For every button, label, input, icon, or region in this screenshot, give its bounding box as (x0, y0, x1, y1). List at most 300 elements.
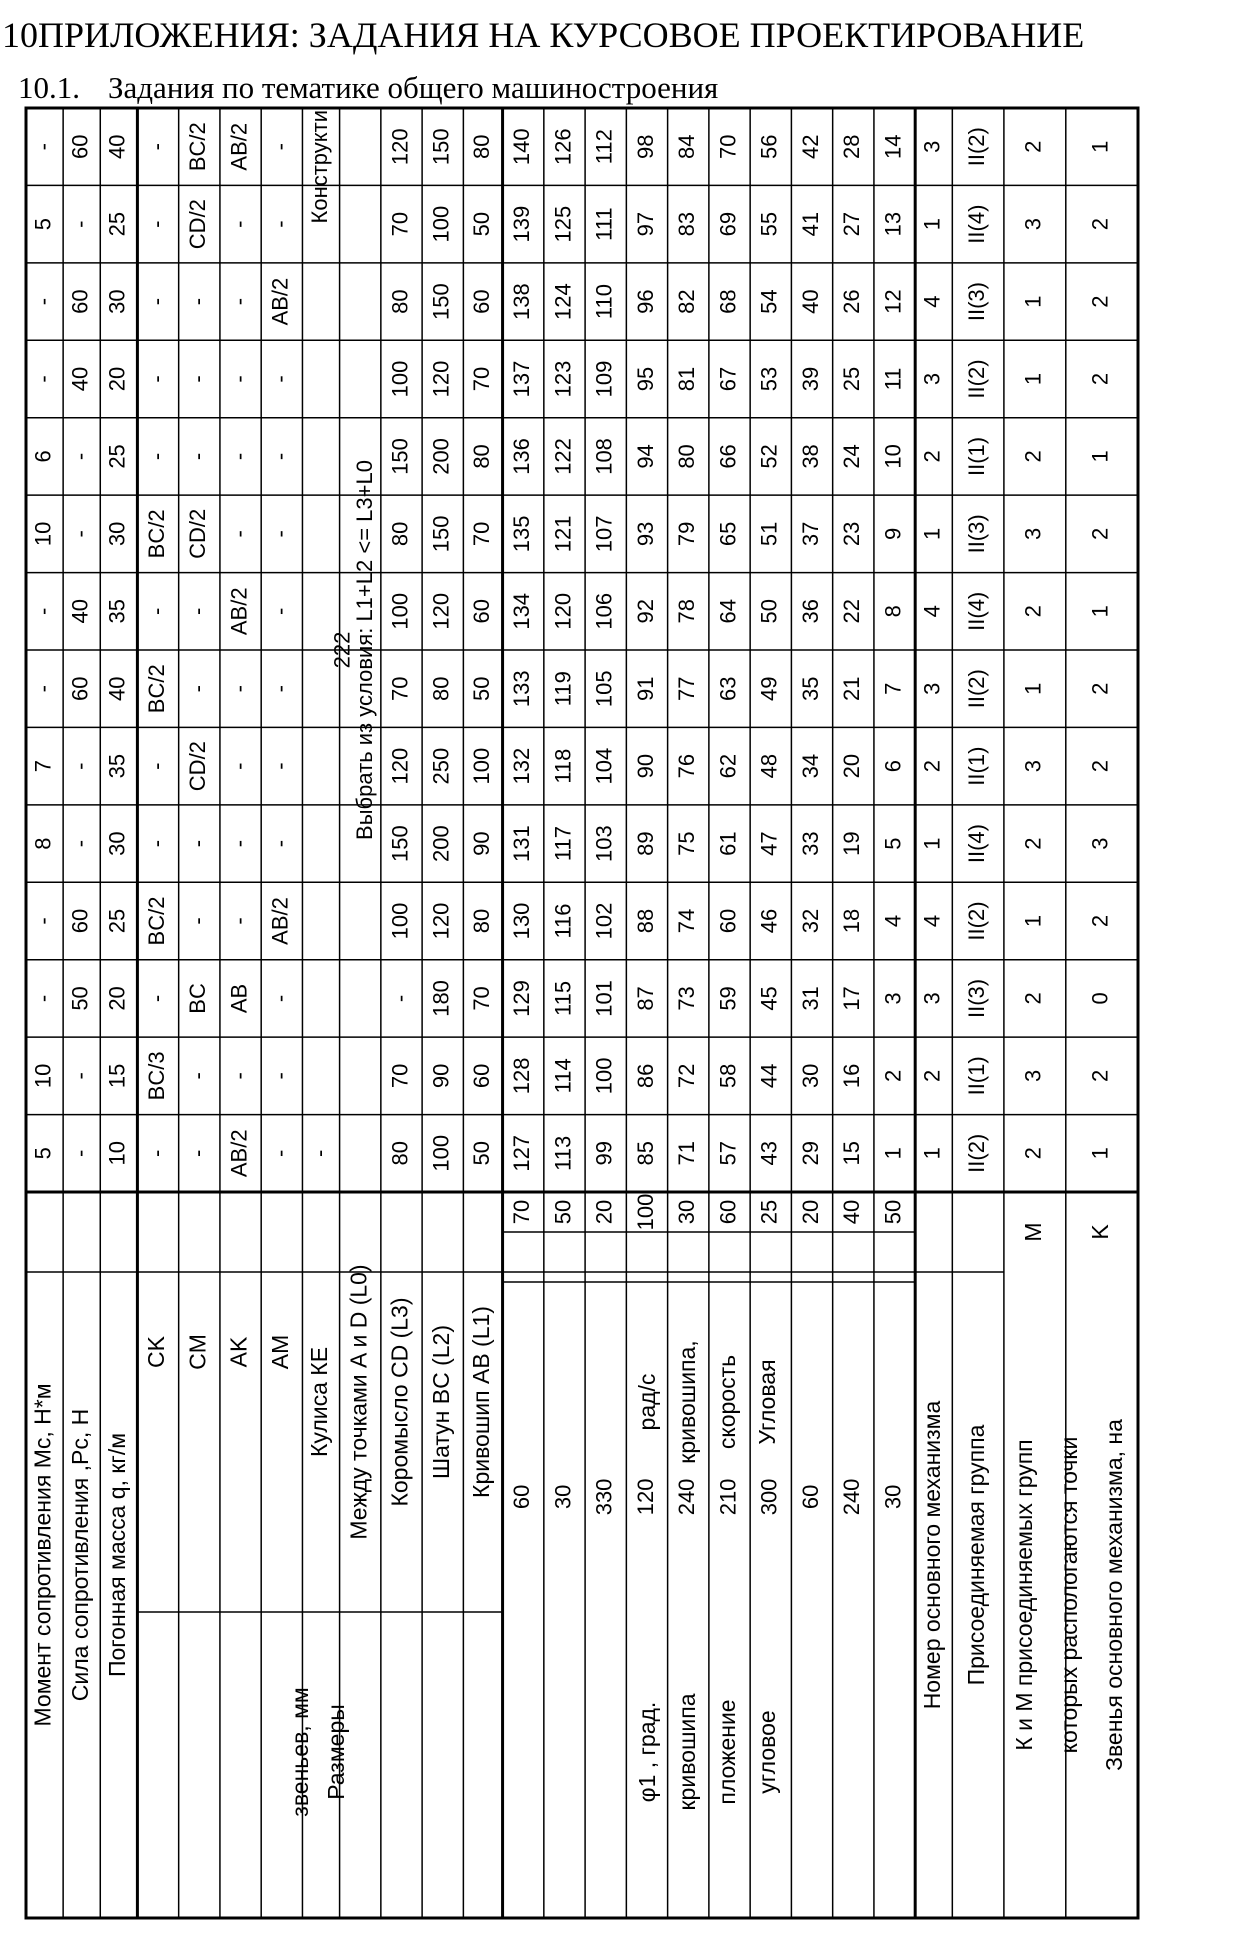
table-cell: 74 (674, 908, 700, 934)
table-cell: 5 (880, 837, 906, 850)
speed-value: 40 (839, 1199, 865, 1225)
table-cell: 49 (756, 676, 782, 701)
force-label: Сила сопротивления ,Pc, H (66, 1408, 93, 1702)
table-cell: 70 (468, 521, 494, 547)
table-cell: - (226, 917, 252, 925)
table-cell: 90 (632, 753, 658, 779)
table-cell: - (67, 1149, 93, 1157)
table-cell: 20 (839, 753, 865, 779)
table-cell: 121 (550, 515, 576, 553)
table-cell: 71 (674, 1141, 700, 1166)
table-cell: 100 (428, 1134, 454, 1172)
group-cell: II(2) (963, 1133, 989, 1173)
table-cell: 27 (839, 211, 865, 237)
table-cell: 80 (387, 521, 413, 547)
table-cell: 115 (550, 980, 576, 1016)
group-cell: II(1) (963, 746, 989, 786)
table-cell: 6 (880, 760, 906, 773)
table-cell: BC/2 (143, 896, 169, 946)
table-cell: 3 (1020, 527, 1046, 540)
table-cell: 107 (591, 515, 617, 553)
table-cell: 123 (550, 360, 576, 398)
table-cell: 13 (880, 211, 906, 237)
table-cell: 1 (1020, 914, 1046, 928)
table-cell: 1 (1087, 605, 1113, 618)
table-cell: 11 (880, 367, 906, 391)
table-cell: 139 (509, 205, 535, 243)
table-cell: 70 (387, 211, 413, 237)
table-cell: 200 (428, 438, 454, 475)
group-label: Присоединяемая группа (963, 1424, 990, 1686)
table-cell: AB/2 (226, 587, 252, 636)
table-cell: 95 (632, 366, 658, 392)
mass-label: Погонная масса q, кг/м (103, 1432, 130, 1678)
table-cell: - (143, 375, 169, 383)
table-cell: 40 (104, 134, 130, 159)
angle-value: 210 (715, 1478, 741, 1516)
group-cell: II(2) (963, 669, 989, 709)
angle-label-4: φ1 , град. (633, 1701, 660, 1803)
table-cell: 90 (428, 1063, 454, 1089)
table-cell: 250 (428, 747, 454, 785)
table-cell: 105 (591, 670, 617, 708)
table-cell: 94 (632, 444, 658, 469)
table-cell: 20 (104, 366, 130, 392)
table-cell: 2 (1020, 1147, 1046, 1160)
table-cell: - (30, 607, 56, 615)
table-cell: 60 (468, 1063, 494, 1089)
l0-condition-note: Выбрать из условия: L1+L2 <= L3+L0 (352, 460, 378, 840)
mechanism-number-cell: 3 (919, 372, 945, 386)
table-cell: 2 (1087, 527, 1113, 540)
table-cell: 150 (428, 283, 454, 320)
table-cell: 7 (880, 682, 906, 695)
table-cell: 1 (1020, 682, 1046, 695)
group-cell: II(4) (963, 204, 989, 244)
table-cell: 60 (468, 289, 494, 314)
table-cell: 10 (104, 1141, 130, 1166)
table-cell: - (67, 762, 93, 770)
table-cell: 31 (797, 986, 823, 1011)
table-cell: CD/2 (185, 741, 211, 792)
table-cell: 97 (632, 211, 658, 237)
table-cell: 106 (591, 592, 617, 630)
table-cell: 3 (1020, 760, 1046, 773)
links-label-3: К и М присоединяемых групп (1010, 1439, 1037, 1751)
table-cell: 132 (509, 747, 535, 785)
table-cell: - (143, 220, 169, 228)
table-cell: 70 (468, 986, 494, 1011)
table-cell: 2 (1087, 760, 1113, 773)
table-cell: 150 (387, 438, 413, 475)
table-cell: 53 (756, 366, 782, 392)
mechanism-number-cell: 1 (919, 837, 945, 850)
table-cell: 1 (880, 1147, 906, 1160)
table-cell: 2 (1087, 1069, 1113, 1082)
table-cell: 68 (715, 289, 741, 314)
table-cell: 33 (797, 831, 823, 856)
speed-value: 30 (674, 1199, 700, 1225)
table-cell: - (267, 143, 293, 151)
table-cell: 93 (632, 521, 658, 547)
mechanism-number-cell: 2 (919, 450, 945, 463)
angle-label-1: угловое (753, 1710, 780, 1794)
table-cell: - (267, 375, 293, 383)
table-cell: 60 (67, 134, 93, 159)
table-cell: 10 (30, 1063, 56, 1089)
table-cell: 66 (715, 444, 741, 469)
table-cell: 59 (715, 986, 741, 1011)
table-cell: - (226, 685, 252, 693)
table-cell: - (185, 452, 211, 461)
angle-value: 330 (591, 1478, 617, 1516)
table-cell: 34 (797, 753, 823, 779)
table-cell: 137 (509, 360, 535, 398)
section-text: Задания по тематике общего машиностроения (108, 70, 719, 105)
table-cell: 118 (550, 748, 576, 784)
table-cell: 1 (1087, 450, 1113, 463)
group-cell: II(3) (963, 514, 989, 554)
table-cell: 80 (387, 289, 413, 314)
table-cell: - (143, 297, 169, 306)
table-cell: - (306, 1149, 332, 1157)
speed-value: 25 (756, 1199, 782, 1225)
table-cell: - (267, 839, 293, 848)
table-cell: 109 (591, 360, 617, 398)
table-cell: - (30, 375, 56, 383)
table-cell: 104 (591, 747, 617, 785)
table-cell: 14 (880, 134, 906, 159)
table-cell: - (30, 297, 56, 306)
table-cell: - (30, 143, 56, 151)
table-cell: 1 (1020, 372, 1046, 386)
table-cell: - (30, 685, 56, 693)
group-cell: II(2) (963, 359, 989, 399)
table-cell: 54 (756, 289, 782, 314)
table-cell: 3 (1087, 837, 1113, 850)
table-cell: 91 (632, 676, 658, 701)
table-cell: 50 (468, 211, 494, 237)
table-cell: 136 (509, 438, 535, 475)
table-cell: 75 (674, 831, 700, 856)
table-cell: 17 (839, 986, 865, 1011)
table-cell: 80 (468, 908, 494, 934)
table-cell: 60 (67, 289, 93, 314)
table-cell: 8 (30, 837, 56, 850)
table-cell: 56 (756, 134, 782, 159)
mechanism-number-cell: 2 (919, 1069, 945, 1082)
table-cell: 102 (591, 902, 617, 940)
ke-label: Кулиса КЕ (306, 1346, 333, 1458)
table-cell: 96 (632, 289, 658, 314)
table-cell: AB/2 (267, 897, 293, 945)
table-cell: 83 (674, 211, 700, 237)
table-cell: 2 (1020, 605, 1046, 618)
table-cell: 46 (756, 908, 782, 934)
table-cell: 85 (632, 1141, 658, 1166)
table-cell: 120 (387, 747, 413, 785)
table-cell: BC (185, 983, 211, 1014)
table-cell: AB/2 (226, 1129, 252, 1178)
table-cell: - (143, 143, 169, 151)
table-cell: 79 (674, 521, 700, 547)
table-cell: 138 (509, 283, 535, 320)
table-cell: 52 (756, 444, 782, 469)
table-cell: 26 (839, 289, 865, 314)
table-cell: 19 (839, 831, 865, 856)
size-label-l3: Коромысло CD (L3) (386, 1297, 413, 1507)
table-cell: 18 (839, 908, 865, 934)
size-label-l0: Между точками A и D (L0) (345, 1264, 372, 1540)
k-label: K (1086, 1224, 1113, 1240)
table-cell: 98 (632, 134, 658, 159)
table-cell: 120 (387, 128, 413, 166)
table-cell: 7 (30, 760, 56, 773)
table-cell: 129 (509, 980, 535, 1017)
mechanism-number-cell: 4 (919, 605, 945, 618)
speed-value: 20 (797, 1199, 823, 1225)
point-label-cm: CM (184, 1334, 211, 1370)
angle-value: 300 (756, 1478, 782, 1516)
table-cell: 120 (428, 592, 454, 630)
table-cell: - (267, 994, 293, 1003)
table-cell: - (185, 917, 211, 925)
table-cell: 2 (1020, 450, 1046, 463)
table-cell: 150 (428, 515, 454, 553)
table-cell: 134 (509, 592, 535, 630)
table-cell: 62 (715, 753, 741, 779)
mechanism-number-cell: 3 (919, 140, 945, 153)
table-cell: 50 (468, 676, 494, 701)
table-cell: 116 (550, 903, 576, 939)
table-cell: 10 (30, 521, 56, 547)
table-cell: 67 (715, 366, 741, 392)
angle-value: 240 (839, 1478, 865, 1516)
table-cell: - (185, 607, 211, 615)
table-cell: 60 (468, 599, 494, 624)
table-cell: 44 (756, 1063, 782, 1089)
group-cell: II(1) (963, 436, 989, 476)
table-cell: 9 (880, 527, 906, 540)
table-cell: 60 (67, 908, 93, 934)
angle-value: 60 (797, 1484, 823, 1510)
table-cell: - (185, 1072, 211, 1080)
table-cell: 80 (468, 444, 494, 469)
table-cell: 32 (797, 908, 823, 934)
ke-design-note: Конструкти (306, 109, 332, 224)
table-cell: - (185, 685, 211, 693)
table-cell: 65 (715, 521, 741, 547)
table-cell: 90 (468, 831, 494, 856)
table-cell: 30 (104, 521, 130, 547)
table-cell: 111 (591, 207, 617, 241)
group-cell: II(4) (963, 824, 989, 864)
table-cell: 131 (509, 825, 535, 862)
table-cell: 30 (104, 831, 130, 856)
table-cell: 45 (756, 986, 782, 1011)
angle-value: 120 (632, 1478, 658, 1516)
table-cell: 36 (797, 599, 823, 624)
table-cell: - (67, 839, 93, 848)
table-cell: 82 (674, 289, 700, 314)
table-cell: 22 (839, 599, 865, 624)
table-cell: 2 (1020, 837, 1046, 850)
table-cell: 63 (715, 676, 741, 701)
table-cell: - (387, 994, 413, 1003)
l0-condition-note-2: 222 (329, 631, 355, 669)
table-cell: 25 (104, 211, 130, 237)
table-cell: 35 (104, 753, 130, 779)
table-cell: - (226, 762, 252, 770)
table-cell: 21 (839, 676, 865, 701)
links-label-1: Звенья основного механизма, на (1101, 1419, 1128, 1771)
table-cell: 57 (715, 1141, 741, 1166)
table-cell: - (267, 220, 293, 228)
speed-value: 20 (591, 1199, 617, 1225)
table-cell: 84 (674, 134, 700, 159)
table-cell: - (185, 297, 211, 306)
table-cell: 80 (468, 134, 494, 159)
table-cell: 40 (797, 289, 823, 314)
table-cell: 110 (591, 284, 617, 320)
table-cell: 16 (839, 1063, 865, 1089)
angle-label-2: пложение (713, 1699, 740, 1805)
table-cell: - (226, 530, 252, 538)
speed-value: 70 (509, 1199, 535, 1225)
speed-value: 50 (550, 1199, 576, 1225)
group-cell: II(4) (963, 591, 989, 631)
table-cell: 108 (591, 438, 617, 475)
table-cell: 81 (674, 366, 700, 392)
table-cell: - (226, 220, 252, 228)
speed-label-4: рад/с (633, 1373, 660, 1431)
table-cell: 133 (509, 670, 535, 708)
table-cell: 87 (632, 986, 658, 1011)
size-label-l2: Шатун BC (L2) (427, 1325, 454, 1479)
table-cell: 112 (591, 129, 617, 165)
mechanism-number-cell: 1 (919, 218, 945, 231)
table-cell: 41 (797, 211, 823, 237)
table-cell: 51 (756, 521, 782, 547)
table-cell: 35 (104, 599, 130, 624)
table-cell: 42 (797, 134, 823, 159)
table-cell: 3 (880, 992, 906, 1005)
table-cell: 117 (550, 826, 576, 862)
table-cell: - (267, 530, 293, 538)
point-label-am: AM (266, 1334, 293, 1370)
table-cell: - (67, 530, 93, 538)
table-cell: 1 (1087, 1147, 1113, 1160)
mechanism-number-cell: 1 (919, 1147, 945, 1160)
table-cell: 100 (428, 205, 454, 243)
table-cell: 114 (550, 1058, 576, 1094)
table-cell: 92 (632, 599, 658, 624)
table-cell: BC/2 (143, 509, 169, 559)
table-cell: 37 (797, 521, 823, 547)
table-cell: 23 (839, 521, 865, 547)
table-cell: 38 (797, 444, 823, 469)
table-cell: 101 (591, 980, 617, 1017)
table-cell: - (143, 452, 169, 461)
speed-label-1: Угловая (753, 1359, 780, 1445)
table-cell: 43 (756, 1141, 782, 1166)
table-cell: 99 (591, 1141, 617, 1166)
table-cell: - (267, 685, 293, 693)
table-cell: 2 (1087, 682, 1113, 695)
table-cell: BC/2 (143, 664, 169, 714)
size-label-l1: Кривошип AB (L1) (468, 1306, 495, 1498)
table-cell: 150 (387, 825, 413, 862)
table-cell: 29 (797, 1141, 823, 1166)
table-cell: 76 (674, 753, 700, 779)
mechanism-number-cell: 3 (919, 682, 945, 695)
table-cell: - (143, 839, 169, 848)
table-cell: 25 (104, 908, 130, 934)
m-label: M (1019, 1222, 1046, 1242)
table-cell: - (267, 1072, 293, 1080)
table-cell: - (143, 607, 169, 615)
table-cell: 72 (674, 1063, 700, 1089)
table-cell: 15 (839, 1141, 865, 1166)
table-cell: 86 (632, 1063, 658, 1089)
table-cell: - (67, 452, 93, 461)
speed-value: 50 (880, 1199, 906, 1225)
table-cell: - (185, 839, 211, 848)
mechanism-number-cell: 4 (919, 914, 945, 928)
table-cell: 100 (387, 360, 413, 398)
sizes-label-2: звеньев, мм (287, 1687, 314, 1817)
sizes-label-1: Размеры (323, 1704, 350, 1800)
table-cell: 24 (839, 444, 865, 469)
table-cell: 100 (591, 1057, 617, 1095)
table-cell: 135 (509, 515, 535, 553)
table-cell: 125 (550, 205, 576, 243)
group-cell: II(3) (963, 282, 989, 322)
table-cell: BC/2 (185, 122, 211, 172)
table-cell: 61 (715, 831, 741, 856)
table-cell: 5 (30, 1147, 56, 1160)
table-cell: 120 (428, 902, 454, 940)
table-cell: 20 (104, 986, 130, 1011)
table-cell: 70 (715, 134, 741, 159)
table-cell: AB/2 (226, 122, 252, 171)
table-cell: 126 (550, 128, 576, 166)
table-cell: 124 (550, 283, 576, 320)
table-cell: - (267, 452, 293, 461)
table-cell: 2 (1020, 140, 1046, 153)
table-cell: 122 (550, 438, 576, 475)
table-cell: - (67, 1072, 93, 1080)
table-cell: 2 (1087, 218, 1113, 231)
table-cell: 12 (880, 289, 906, 314)
table-cell: 2 (880, 1069, 906, 1082)
table-cell: 77 (674, 676, 700, 701)
moment-label: Момент сопротивления Mc, H*м (29, 1383, 56, 1727)
table-cell: 39 (797, 366, 823, 392)
table-cell: 48 (756, 753, 782, 779)
table-cell: 73 (674, 986, 700, 1011)
table-cell: 0 (1087, 992, 1113, 1005)
table-cell: 88 (632, 908, 658, 934)
table-cell: 80 (674, 444, 700, 469)
table-cell: 70 (387, 676, 413, 701)
table-cell: 89 (632, 831, 658, 856)
table-cell: 1 (1087, 140, 1113, 153)
table-cell: 2 (1087, 295, 1113, 308)
table-cell: - (30, 917, 56, 925)
table-cell: - (267, 762, 293, 770)
table-cell: 10 (880, 444, 906, 469)
